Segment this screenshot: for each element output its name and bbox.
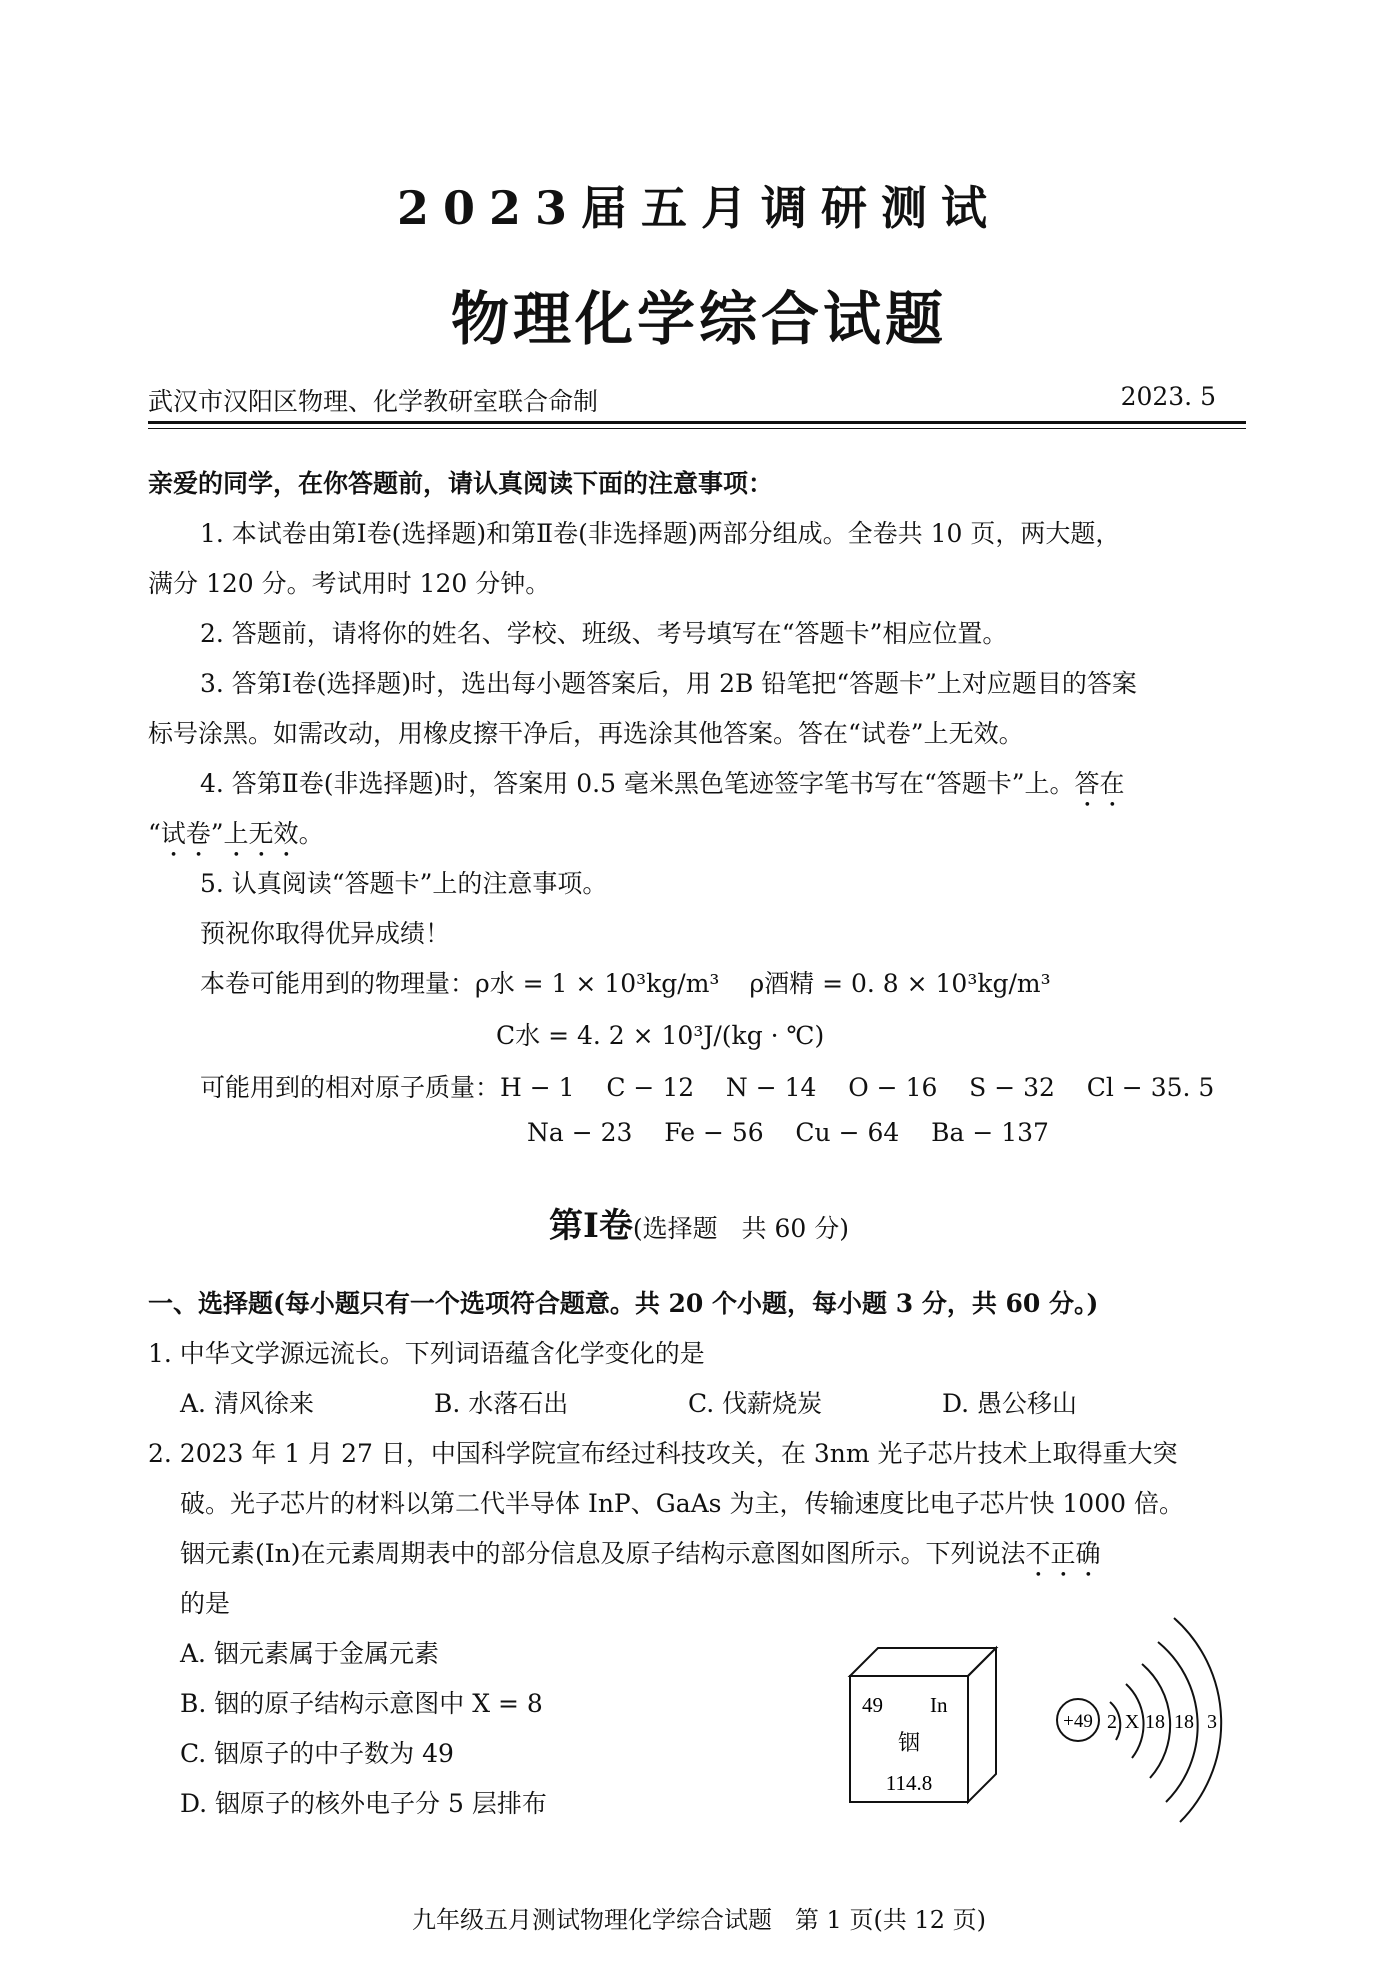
shell-5-count: 3 [1207,1711,1217,1733]
section-title-sub: (选择题 共 60 分) [632,1214,849,1243]
question-2-stem-line1: 2. 2023 年 1 月 27 日，中国科学院宣布经过科技攻关，在 3nm 光子芯片技术上取得重大突 [148,1439,1178,1468]
element-atomic-mass: 114.8 [885,1771,933,1795]
question-1-option-c: C. 伐薪烧炭 [688,1389,823,1418]
header-rule-thick [148,421,1246,424]
question-2-stem-line4: 的是 [180,1589,231,1618]
atomic-mass-row-1 [200,1068,1214,1104]
page-footer: 九年级五月测试物理化学综合试题 第 1 页(共 12 页) [412,1906,986,1934]
question-1-option-a: A. 清风徐来 [180,1389,314,1418]
question-2-emphasis: 不正确 [1025,1539,1101,1568]
question-2-option-d: D. 铟原子的核外电子分 5 层排布 [180,1789,547,1818]
exam-date: 2023. 5 [1120,382,1216,411]
notice-item-2: 2. 答题前，请将你的姓名、学校、班级、考号填写在“答题卡”相应位置。 [200,619,1008,648]
question-1-option-d: D. 愚公移山 [942,1389,1078,1418]
notice-item-4-emphasis: 答在 [1074,769,1125,798]
element-atomic-number: 49 [862,1693,883,1717]
notice-item-1-line1: 1. 本试卷由第Ⅰ卷(选择题)和第Ⅱ卷(非选择题)两部分组成。全卷共 10 页，两大题， [200,519,1121,548]
exam-title: 2023届五月调研测试 [396,181,1002,235]
header-rule-thin [148,428,1246,429]
notice-item-4-period: 。 [298,819,324,848]
question-2-stem-line2: 破。光子芯片的材料以第二代半导体 InP、GaAs 为主，传输速度比电子芯片快 1000 倍。 [180,1489,1184,1518]
atomic-mass-label: 可能用到的相对原子质量： [200,1073,501,1102]
exam-organizer: 武汉市汉阳区物理、化学教研室联合命制 [148,387,599,416]
element-name: 铟 [897,1730,921,1755]
atom-structure-diagram [1040,1606,1250,1826]
rho-water: ρ水 = 1 × 10³kg/m³ [475,969,720,998]
shell-4-count: 18 [1174,1711,1194,1733]
question-1-option-b: B. 水落石出 [434,1389,569,1418]
section-title [0,1198,1398,1247]
notice-item-1-line2: 满分 120 分。考试用时 120 分钟。 [148,569,551,598]
notice-heading: 亲爱的同学，在你答题前，请认真阅读下面的注意事项： [148,469,774,498]
atomic-mass-row-2: Na − 23 Fe − 56 Cu − 64 Ba − 137 [527,1118,1049,1147]
nucleus-charge: +49 [1063,1711,1093,1732]
element-cell-diagram [838,1636,1008,1816]
atomic-mass-values-1: H − 1 C − 12 N − 14 O − 16 S − 32 Cl − 35. 5 [500,1073,1215,1102]
physics-constants-label: 本卷可能用到的物理量： [200,969,476,998]
notice-wish: 预祝你取得优异成绩！ [200,919,451,948]
shell-2-count: X [1124,1711,1140,1733]
notice-item-4-emphasis-2: “试卷”上无效 [148,819,299,848]
notice-item-4-text: 4. 答第Ⅱ卷(非选择题)时，答案用 0.5 毫米黑色笔迹签字笔书写在“答题卡”上。 [200,769,1075,798]
question-1-stem: 1. 中华文学源远流长。下列词语蕴含化学变化的是 [148,1339,705,1368]
question-2-stem-line3 [180,1534,1101,1583]
shell-3-count: 18 [1145,1711,1165,1733]
shell-1-count: 2 [1107,1711,1117,1733]
c-water: C水 = 4. 2 × 10³J/(kg · ℃) [496,1021,825,1050]
part-heading: 一、选择题(每小题只有一个选项符合题意。共 20 个小题，每小题 3 分，共 60 分。) [148,1289,1099,1318]
notice-item-4-line2 [148,814,324,863]
question-2-option-c: C. 铟原子的中子数为 49 [180,1739,454,1768]
physics-constants-row [200,964,1051,1000]
cube-side-face [968,1648,996,1802]
question-2-option-a: A. 铟元素属于金属元素 [180,1639,439,1668]
notice-item-4-line1 [200,764,1125,813]
rho-alcohol: ρ酒精 = 0. 8 × 10³kg/m³ [749,969,1051,998]
element-symbol: In [930,1693,948,1717]
notice-item-5: 5. 认真阅读“答题卡”上的注意事项。 [200,869,608,898]
notice-item-3-line1: 3. 答第Ⅰ卷(选择题)时，选出每小题答案后，用 2B 铅笔把“答题卡”上对应题目的答案 [200,669,1137,698]
cube-top-face [850,1648,996,1676]
question-2-stem-line3-text: 铟元素(In)在元素周期表中的部分信息及原子结构示意图如图所示。下列说法 [180,1539,1026,1568]
question-2-option-b: B. 铟的原子结构示意图中 X = 8 [180,1689,543,1718]
exam-subject-title: 物理化学综合试题 [450,285,947,353]
notice-item-3-line2: 标号涂黑。如需改动，用橡皮擦干净后，再选涂其他答案。答在“试卷”上无效。 [148,719,1024,748]
section-title-main: 第Ⅰ卷 [549,1206,633,1246]
